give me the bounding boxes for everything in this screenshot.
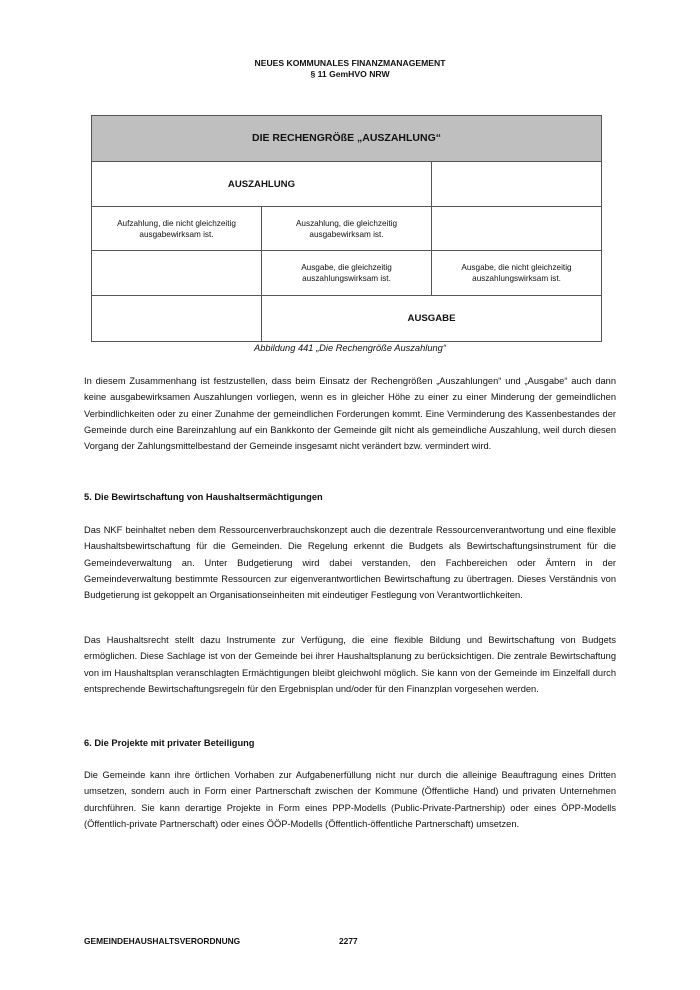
cell-auszahlung-not-ausgabewirksam: Aufzahlung, die nicht gleichzeitig ausgabewirksam ist. [92, 207, 262, 251]
paragraph: In diesem Zusammenhang ist festzustellen, dass beim Einsatz der Rechengrößen „Auszahlungen“ und „Ausgabe“ auch dann keine ausgabewirksamen Auszahlungen vorliegen, wenn es in gleicher Höhe zu einer zu einer Minderung der gemeindlichen Verbindlichkeiten oder zu einer Zunahme der gemeindlichen Forderungen kommt. Eine Verminderung des Kassenbestandes der Gemeinde durch eine Bareinzahlung auf ein Bankkonto der Gemeinde gilt nicht als gemeindliche Auszahlung, weil durch diesen Vorgang der Zahlungsmittelbestand der Gemeinde insgesamt nicht verändert bzw. vermindert wird. [84, 376, 616, 452]
cell-auszahlung-ausgabewirksam: Auszahlung, die gleichzeitig ausgabewirksam ist. [262, 207, 432, 251]
page-number: 2277 [339, 936, 358, 946]
paragraph: Die Gemeinde kann ihre örtlichen Vorhaben zur Aufgabenerfüllung nicht nur durch die alleinige Beauftragung eines Dritten umsetzen, sondern auch in Form einer Partnerschaft zwischen der Kommune (Öffentliche Hand) und privaten Unternehmen durchführen. Sie kann derartige Projekte in Form eines PPP-Modells (Public-Private-Partnership) oder eines ÖPP-Modells (Öffentlich-private Partnerschaft) oder eines ÖÖP-Modells (Öffentlich-öffentliche Partnerschaft) umsetzen. [84, 770, 616, 829]
empty-cell [92, 251, 262, 296]
section-heading-6: 6. Die Projekte mit privater Beteiligung [84, 738, 255, 748]
figure-title: DIE RECHENGRÖßE „AUSZAHLUNG“ [92, 116, 602, 162]
empty-cell [432, 162, 602, 207]
cell-ausgabe-auszahlungswirksam: Ausgabe, die gleichzeitig auszahlungswirksam ist. [262, 251, 432, 296]
running-header-section: § 11 GemHVO NRW [310, 69, 390, 79]
paragraph: Das NKF beinhaltet neben dem Ressourcenverbrauchskonzept auch die dezentrale Ressourcenverantwortung und eine flexible Haushaltsbewirtschaftung für die Gemeinden. Die Regelung erkennt die Budgets als Bewirtschaftungsinstrument für die Gemeindeverwaltung an. Unter Budgetierung wird dabei verstanden, den Fachbereichen oder Ämtern in der Gemeindeverwaltung bestimmte Ressourcen zur eigenverantwortlichen Bewirtschaftung zu übertragen. Dieses Verständnis von Budgetierung ist gekoppelt an Organisationseinheiten mit eindeutiger Festlegung von Verantwortlichkeiten. [84, 525, 616, 601]
section-heading-5: 5. Die Bewirtschaftung von Haushaltsermächtigungen [84, 492, 323, 502]
paragraph: Das Haushaltsrecht stellt dazu Instrumente zur Verfügung, die eine flexible Bildung und Bewirtschaftung von Budgets ermöglichen. Diese Sachlage ist von der Gemeinde bei ihrer Haushaltsplanung zu berücksichtigen. Die zentrale Bewirtschaftung von im Haushaltsplan veranschlagten Ermächtigungen bleibt gleichwohl möglich. Sie kann von der Gemeinde im Einzelfall durch entsprechende Bewirtschaftungsregeln für den Ergebnisplan und/oder für den Finanzplan vorgesehen werden. [84, 635, 616, 694]
cell-ausgabe-not-auszahlungswirksam: Ausgabe, die nicht gleichzeitig auszahlungswirksam ist. [432, 251, 602, 296]
footer-title: GEMEINDEHAUSHALTSVERORDNUNG [84, 936, 241, 946]
empty-cell [92, 296, 262, 342]
auszahlung-cell: AUSZAHLUNG [92, 162, 432, 207]
ausgabe-cell: AUSGABE [262, 296, 602, 342]
figure-table [91, 115, 602, 342]
figure-caption: Abbildung 441 „Die Rechengröße Auszahlung“ [254, 343, 446, 353]
empty-cell [432, 207, 602, 251]
running-header-title: NEUES KOMMUNALES FINANZMANAGEMENT [254, 58, 446, 68]
